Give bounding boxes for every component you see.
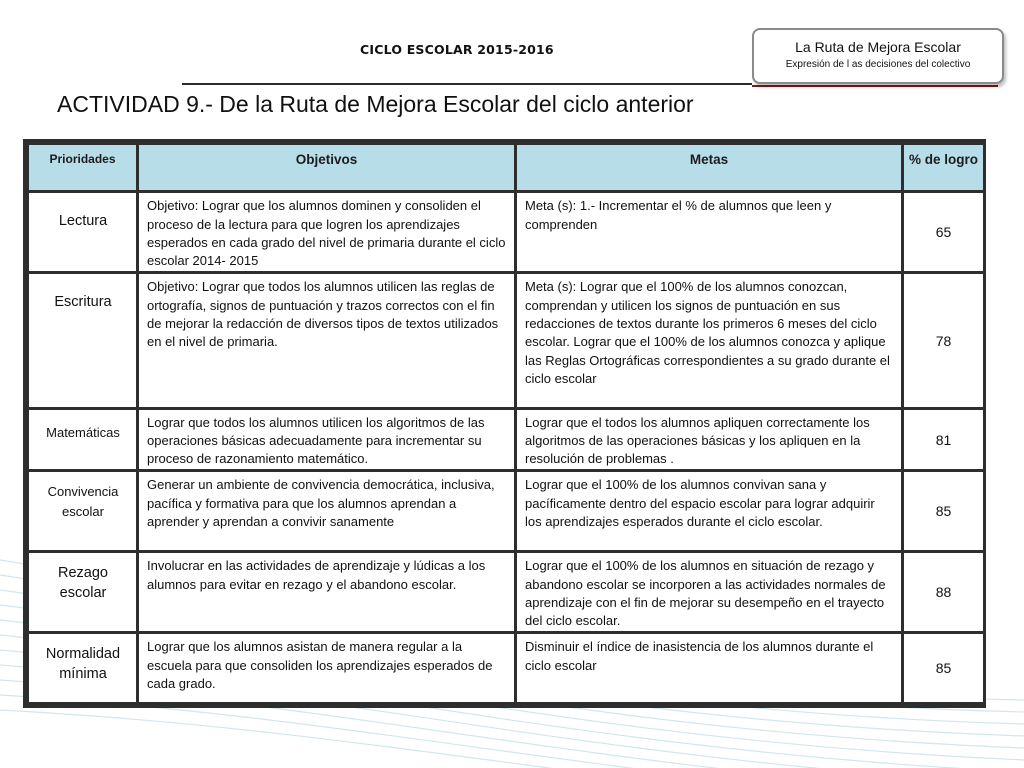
row-objetivo: Lograr que todos los alumnos utilicen los algoritmos de las operaciones básicas adecuadamente para incrementar su proceso de razonamiento matemático. — [139, 410, 514, 470]
header-metas: Metas — [517, 145, 901, 190]
row-prioridad: Escritura — [29, 274, 136, 406]
table-header-row — [29, 145, 983, 190]
school-cycle-label: CICLO ESCOLAR 2015-2016 — [360, 42, 554, 57]
route-badge — [752, 28, 1004, 84]
header-divider — [182, 83, 752, 85]
row-prioridad: Lectura — [29, 193, 136, 271]
header-divider-accent — [752, 85, 998, 87]
row-prioridad: Normalidad mínima — [29, 634, 136, 702]
row-objetivo: Objetivo: Lograr que los alumnos dominen y consoliden el proceso de la lectura para que logren los aprendizajes esperados en cada grado del nivel de primaria durante el ciclo escolar 2014- 2015 — [139, 193, 514, 271]
row-objetivo: Generar un ambiente de convivencia democrática, inclusiva, pacífica y formativa para que los alumnos aprendan a aprender y aprendan a convivir sanamente — [139, 472, 514, 550]
page-title: ACTIVIDAD 9.- De la Ruta de Mejora Escolar del ciclo anterior — [57, 91, 694, 117]
row-logro: 88 — [904, 553, 983, 631]
table-row — [29, 472, 983, 550]
row-objetivo: Objetivo: Lograr que todos los alumnos utilicen las reglas de ortografía, signos de puntuación y trazos correctos con el fin de mejorar la redacción de diversos tipos de textos utilizados en el nivel de primaria. — [139, 274, 514, 406]
header-prioridades: Prioridades — [29, 145, 136, 190]
row-meta: Lograr que el todos los alumnos apliquen correctamente los algoritmos de las operaciones básicas y los apliquen en la resolución de problemas . — [517, 410, 901, 470]
row-meta: Meta (s): 1.- Incrementar el % de alumnos que leen y comprenden — [517, 193, 901, 271]
row-logro: 85 — [904, 472, 983, 550]
row-meta: Meta (s): Lograr que el 100% de los alumnos conozcan, comprendan y utilicen los signos de puntuación en sus redacciones de textos durante los primeros 6 meses del ciclo escolar. Lograr que el 100% de los alumnos conozca y aplique las Reglas Ortográficas correspondientes a su grado durante el ciclo escolar — [517, 274, 901, 406]
improvement-table-frame — [23, 139, 986, 708]
row-meta: Lograr que el 100% de los alumnos convivan sana y pacíficamente dentro del espacio escolar para lograr adquirir los aprendizajes esperados durante el ciclo escolar. — [517, 472, 901, 550]
row-logro: 78 — [904, 274, 983, 406]
improvement-table — [26, 142, 986, 705]
row-prioridad: Matemáticas — [29, 410, 136, 470]
row-meta: Lograr que el 100% de los alumnos en situación de rezago y abandono escolar se incorporen a las actividades normales de aprendizaje con el fin de mejorar su desempeño en el trayecto del ciclo escolar. — [517, 553, 901, 631]
table-row — [29, 410, 983, 470]
header-logro: % de logro — [904, 145, 983, 190]
table-row — [29, 634, 983, 702]
badge-title: La Ruta de Mejora Escolar — [795, 39, 961, 55]
row-prioridad: Convivencia escolar — [29, 472, 136, 550]
badge-subtitle: Expresión de l as decisiones del colectivo — [785, 59, 971, 70]
row-logro: 81 — [904, 410, 983, 470]
table-row — [29, 193, 983, 271]
table-row — [29, 553, 983, 631]
row-objetivo: Involucrar en las actividades de aprendizaje y lúdicas a los alumnos para evitar en rezago y el abandono escolar. — [139, 553, 514, 631]
row-meta: Disminuir el índice de inasistencia de los alumnos durante el ciclo escolar — [517, 634, 901, 702]
table-row — [29, 274, 983, 406]
row-logro: 85 — [904, 634, 983, 702]
row-prioridad: Rezago escolar — [29, 553, 136, 631]
header-objetivos: Objetivos — [139, 145, 514, 190]
row-objetivo: Lograr que los alumnos asistan de manera regular a la escuela para que consoliden los aprendizajes esperados de cada grado. — [139, 634, 514, 702]
row-logro: 65 — [904, 193, 983, 271]
